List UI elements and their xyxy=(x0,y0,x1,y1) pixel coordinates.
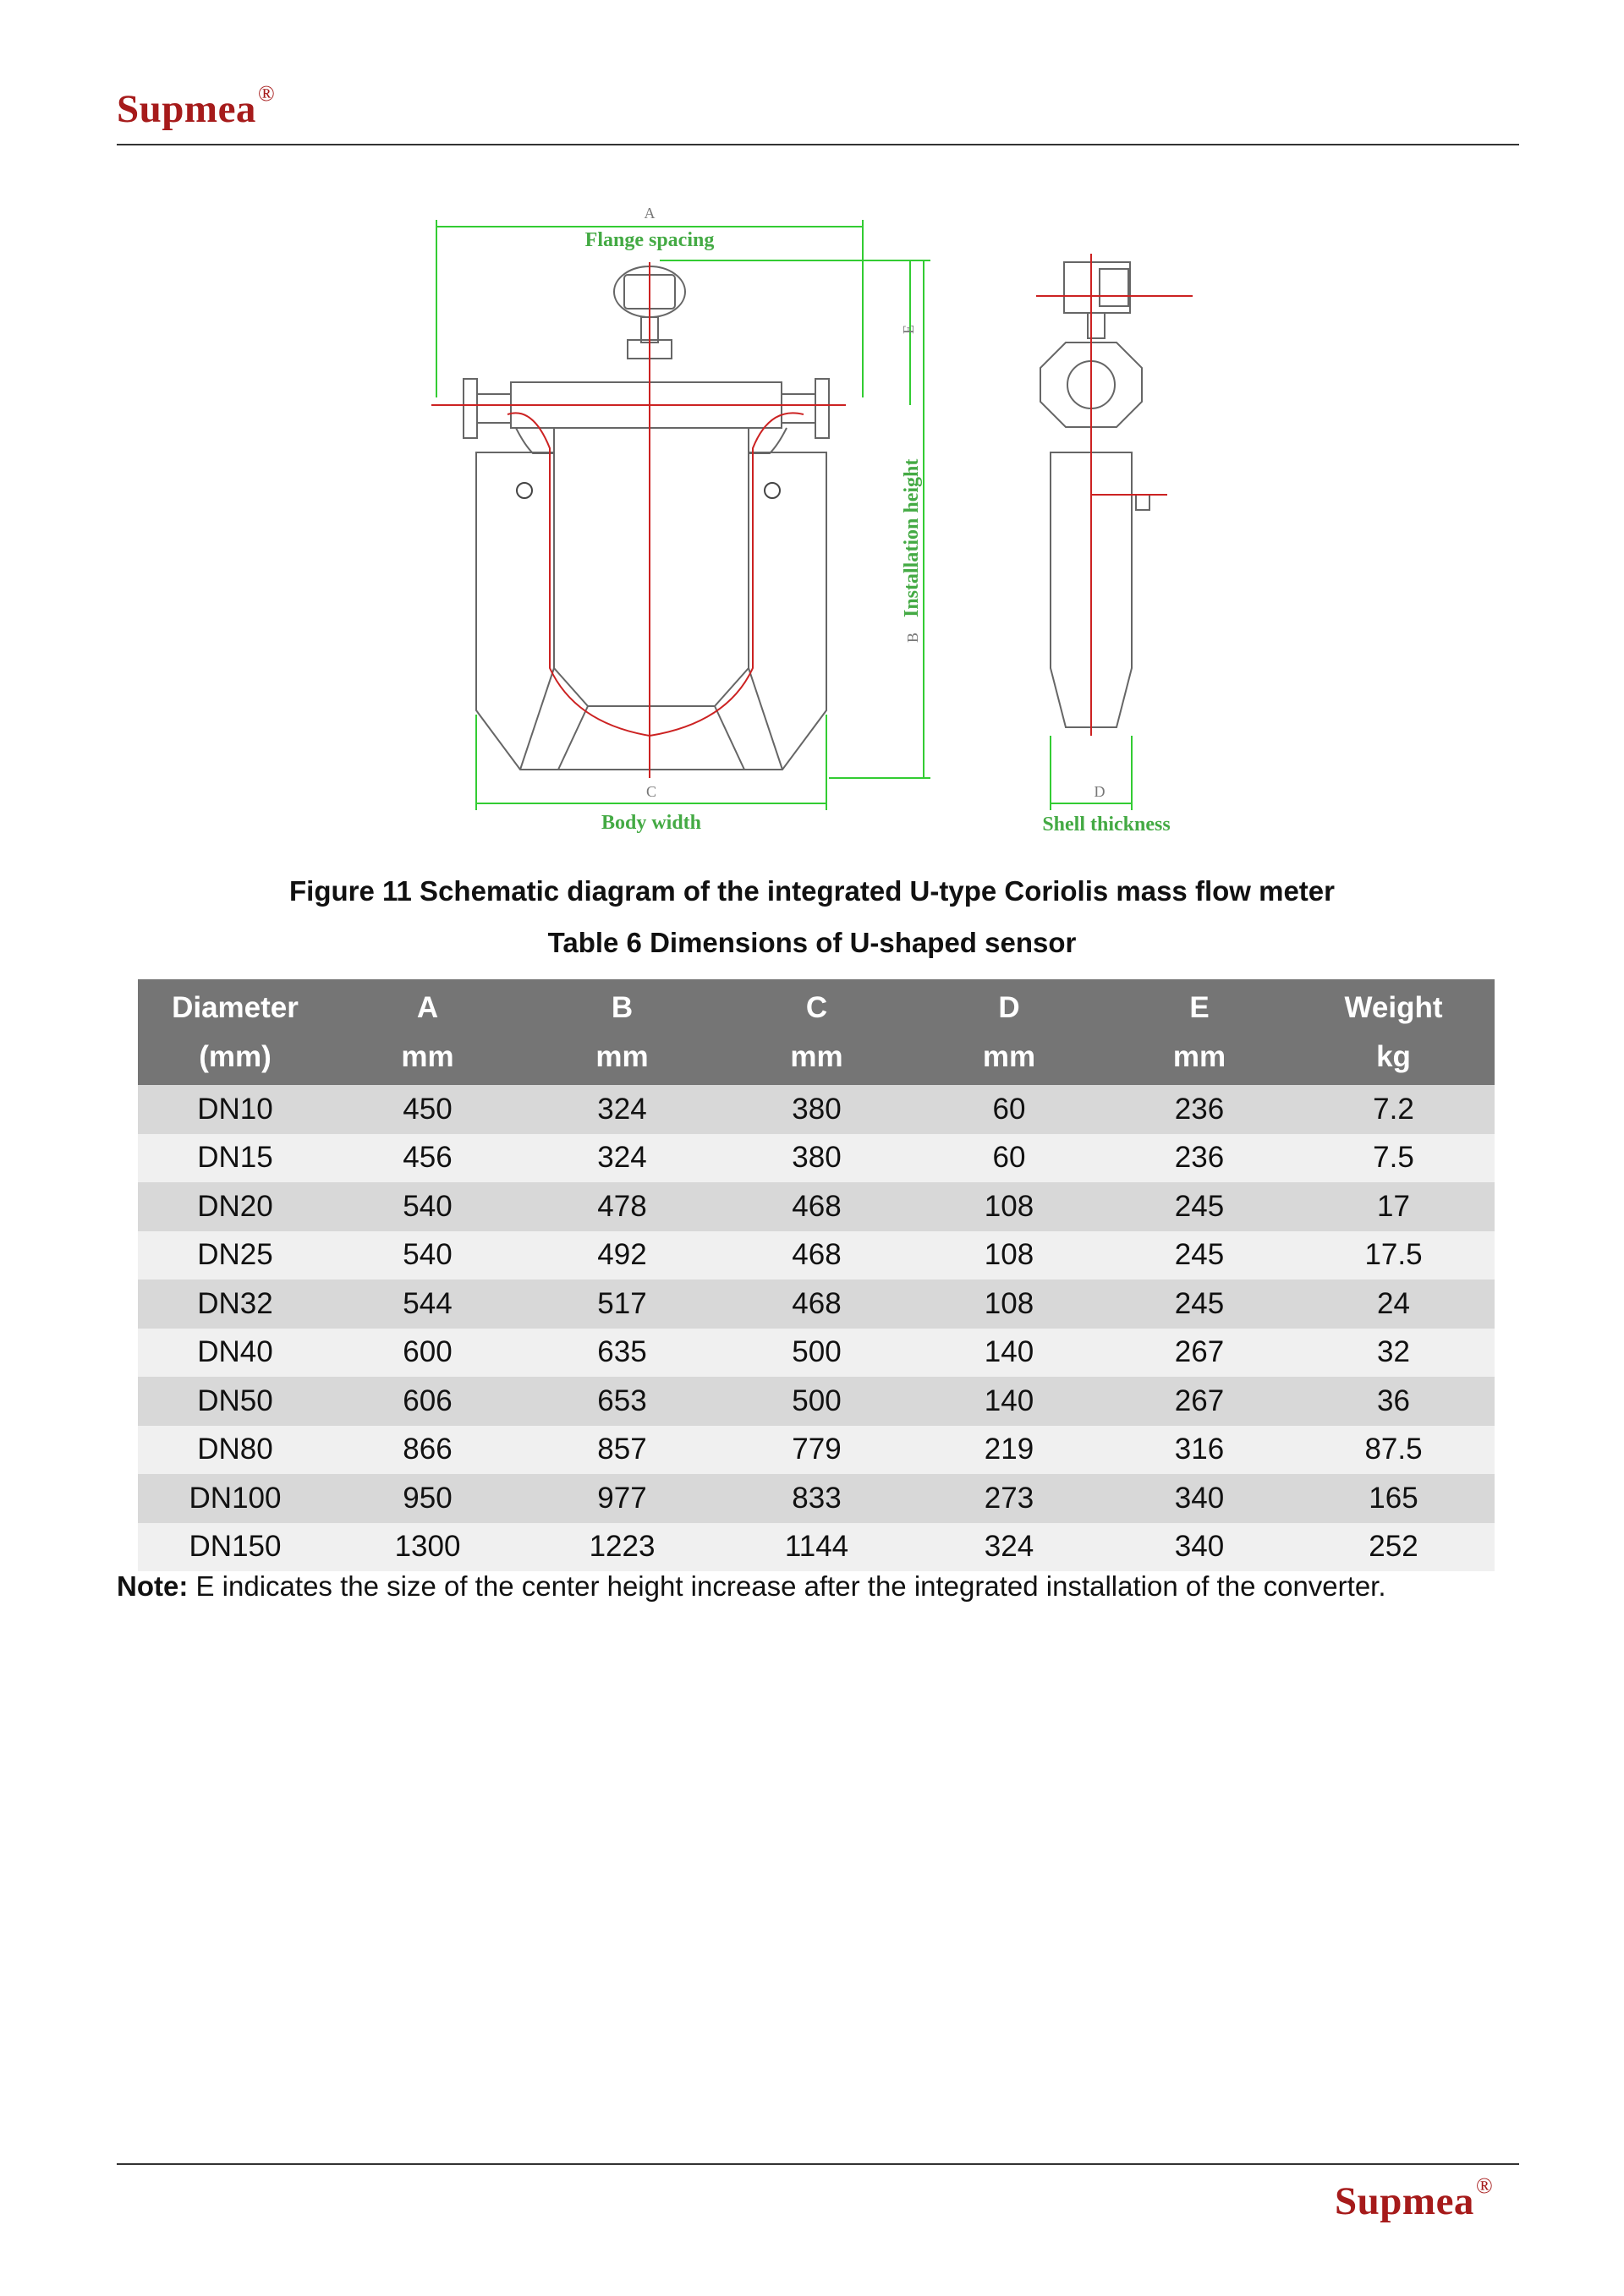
table-row xyxy=(138,1523,1495,1572)
table-cell: 540 xyxy=(332,1231,523,1280)
table-cell: 635 xyxy=(523,1329,721,1378)
table-cell: DN80 xyxy=(138,1426,332,1475)
column-header-name: C xyxy=(805,990,828,1024)
table-row xyxy=(138,1182,1495,1231)
table-cell: 165 xyxy=(1292,1474,1495,1523)
header-logo-text: Supmea xyxy=(117,87,256,131)
table-cell: 653 xyxy=(523,1377,721,1426)
footer-logo-text: Supmea xyxy=(1335,2179,1474,2223)
table-cell: 60 xyxy=(912,1085,1106,1134)
column-header-name: B xyxy=(611,990,634,1024)
left-connector xyxy=(516,428,554,453)
column-header-name: D xyxy=(998,990,1020,1024)
table-cell: 273 xyxy=(912,1474,1106,1523)
table-cell: 468 xyxy=(721,1280,912,1329)
table-cell: 500 xyxy=(721,1377,912,1426)
side-fitting xyxy=(1136,495,1149,510)
column-header-unit: mm xyxy=(790,1039,843,1073)
side-transmitter-cap xyxy=(1100,269,1128,306)
table-cell: 17.5 xyxy=(1292,1231,1495,1280)
table-row xyxy=(138,1280,1495,1329)
table-cell: 108 xyxy=(912,1231,1106,1280)
label-body-width: Body width xyxy=(601,812,702,834)
table-header-row xyxy=(138,979,1495,1085)
table-cell: DN100 xyxy=(138,1474,332,1523)
table-header xyxy=(138,979,1495,1085)
table-cell: 267 xyxy=(1106,1329,1292,1378)
label-shell-thickness: Shell thickness xyxy=(1042,814,1171,836)
left-flange xyxy=(464,379,477,438)
table-cell: 108 xyxy=(912,1182,1106,1231)
table-cell: 857 xyxy=(523,1426,721,1475)
left-bolt xyxy=(517,483,532,498)
figure-caption: Figure 11 Schematic diagram of the integrated U-type Coriolis mass flow meter xyxy=(289,875,1335,907)
right-flange xyxy=(815,379,829,438)
table-cell: 450 xyxy=(332,1085,523,1134)
table-cell: 468 xyxy=(721,1182,912,1231)
table-caption: Table 6 Dimensions of U-shaped sensor xyxy=(547,927,1077,958)
table-cell: 1223 xyxy=(523,1523,721,1572)
column-header-unit: mm xyxy=(401,1039,454,1073)
note-label: Note: xyxy=(117,1570,189,1602)
column-header-unit: mm xyxy=(982,1039,1036,1073)
table-cell: 540 xyxy=(332,1182,523,1231)
label-installation-height: Installation height xyxy=(901,458,923,617)
table-cell: 492 xyxy=(523,1231,721,1280)
column-header-c xyxy=(721,979,912,1085)
column-header-d xyxy=(912,979,1106,1085)
table-cell: 380 xyxy=(721,1085,912,1134)
table-cell: 779 xyxy=(721,1426,912,1475)
table-cell: DN20 xyxy=(138,1182,332,1231)
table-cell: 340 xyxy=(1106,1474,1292,1523)
table-cell: 833 xyxy=(721,1474,912,1523)
column-header-b xyxy=(523,979,721,1085)
table-cell: DN150 xyxy=(138,1523,332,1572)
right-connector xyxy=(749,428,787,453)
u-tube-housing xyxy=(476,452,826,770)
column-header-a xyxy=(332,979,523,1085)
table-cell: 1300 xyxy=(332,1523,523,1572)
center-lines xyxy=(431,254,1193,778)
mounting-bolts xyxy=(517,483,780,498)
table-cell: 977 xyxy=(523,1474,721,1523)
table-cell: 219 xyxy=(912,1426,1106,1475)
table-cell: 252 xyxy=(1292,1523,1495,1572)
table-row xyxy=(138,1231,1495,1280)
table-cell: 606 xyxy=(332,1377,523,1426)
column-header-name: Weight xyxy=(1344,990,1443,1024)
table-cell: DN40 xyxy=(138,1329,332,1378)
table-cell: 7.5 xyxy=(1292,1134,1495,1183)
table-cell: DN50 xyxy=(138,1377,332,1426)
u-tube-facets xyxy=(520,668,782,770)
label-e-letter: E xyxy=(900,325,917,334)
dimensions-table xyxy=(138,979,1495,1571)
table-cell: 950 xyxy=(332,1474,523,1523)
dimension-lines xyxy=(436,220,1132,810)
table-row xyxy=(138,1377,1495,1426)
column-header-name: Diameter xyxy=(172,990,299,1024)
column-header-e xyxy=(1106,979,1292,1085)
table-cell: 17 xyxy=(1292,1182,1495,1231)
table-cell: 600 xyxy=(332,1329,523,1378)
table-cell: 245 xyxy=(1106,1182,1292,1231)
table-cell: 544 xyxy=(332,1280,523,1329)
footer-rule xyxy=(117,2163,1519,2165)
footer-logo xyxy=(1335,2173,1494,2224)
table-cell: DN15 xyxy=(138,1134,332,1183)
right-pipe-stub xyxy=(782,394,815,423)
table-row xyxy=(138,1474,1495,1523)
table-row xyxy=(138,1426,1495,1475)
label-a-letter: A xyxy=(644,205,656,222)
table-cell: 324 xyxy=(912,1523,1106,1572)
table-cell: 324 xyxy=(523,1085,721,1134)
table-cell: DN32 xyxy=(138,1280,332,1329)
coriolis-schematic-diagram xyxy=(406,195,1218,846)
column-header-unit: mm xyxy=(595,1039,649,1073)
table-cell: 32 xyxy=(1292,1329,1495,1378)
header-rule xyxy=(117,144,1519,145)
table-cell: 324 xyxy=(523,1134,721,1183)
label-b-letter: B xyxy=(904,632,921,643)
table-cell: 316 xyxy=(1106,1426,1292,1475)
table-cell: 468 xyxy=(721,1231,912,1280)
table-cell: 236 xyxy=(1106,1085,1292,1134)
label-flange-spacing: Flange spacing xyxy=(584,229,715,251)
label-d-letter: D xyxy=(1094,783,1106,800)
table-cell: DN10 xyxy=(138,1085,332,1134)
column-header-weight xyxy=(1292,979,1495,1085)
table-cell: 60 xyxy=(912,1134,1106,1183)
column-header-unit: (mm) xyxy=(199,1039,272,1073)
table-cell: 500 xyxy=(721,1329,912,1378)
column-header-unit: mm xyxy=(1172,1039,1226,1073)
table-cell: 517 xyxy=(523,1280,721,1329)
flow-path-line xyxy=(508,413,804,736)
header-registered-mark: ® xyxy=(257,81,276,106)
table-body xyxy=(138,1085,1495,1571)
table-cell: 140 xyxy=(912,1377,1106,1426)
header-logo xyxy=(117,81,276,132)
table-cell: 36 xyxy=(1292,1377,1495,1426)
column-header-name: E xyxy=(1189,990,1210,1024)
table-cell: 7.2 xyxy=(1292,1085,1495,1134)
table-cell: 380 xyxy=(721,1134,912,1183)
table-cell: 866 xyxy=(332,1426,523,1475)
dimension-labels xyxy=(585,205,1171,836)
footer-registered-mark: ® xyxy=(1475,2173,1494,2198)
column-header-diameter xyxy=(138,979,332,1085)
note xyxy=(117,1570,1386,1603)
table-row xyxy=(138,1134,1495,1183)
table-cell: 478 xyxy=(523,1182,721,1231)
column-header-name: A xyxy=(416,990,439,1024)
table-cell: 236 xyxy=(1106,1134,1292,1183)
table-cell: 267 xyxy=(1106,1377,1292,1426)
left-pipe-stub xyxy=(477,394,511,423)
table-cell: 24 xyxy=(1292,1280,1495,1329)
right-bolt xyxy=(765,483,780,498)
table-cell: 140 xyxy=(912,1329,1106,1378)
table-cell: DN25 xyxy=(138,1231,332,1280)
table-cell: 245 xyxy=(1106,1280,1292,1329)
column-header-unit: kg xyxy=(1376,1039,1411,1073)
table-cell: 340 xyxy=(1106,1523,1292,1572)
label-c-letter: C xyxy=(645,783,657,800)
table-cell: 1144 xyxy=(721,1523,912,1572)
table-row xyxy=(138,1329,1495,1378)
note-text: E indicates the size of the center height increase after the integrated installation of the converter. xyxy=(188,1570,1386,1602)
table-cell: 245 xyxy=(1106,1231,1292,1280)
table-row xyxy=(138,1085,1495,1134)
table-cell: 87.5 xyxy=(1292,1426,1495,1475)
table-cell: 456 xyxy=(332,1134,523,1183)
table-cell: 108 xyxy=(912,1280,1106,1329)
